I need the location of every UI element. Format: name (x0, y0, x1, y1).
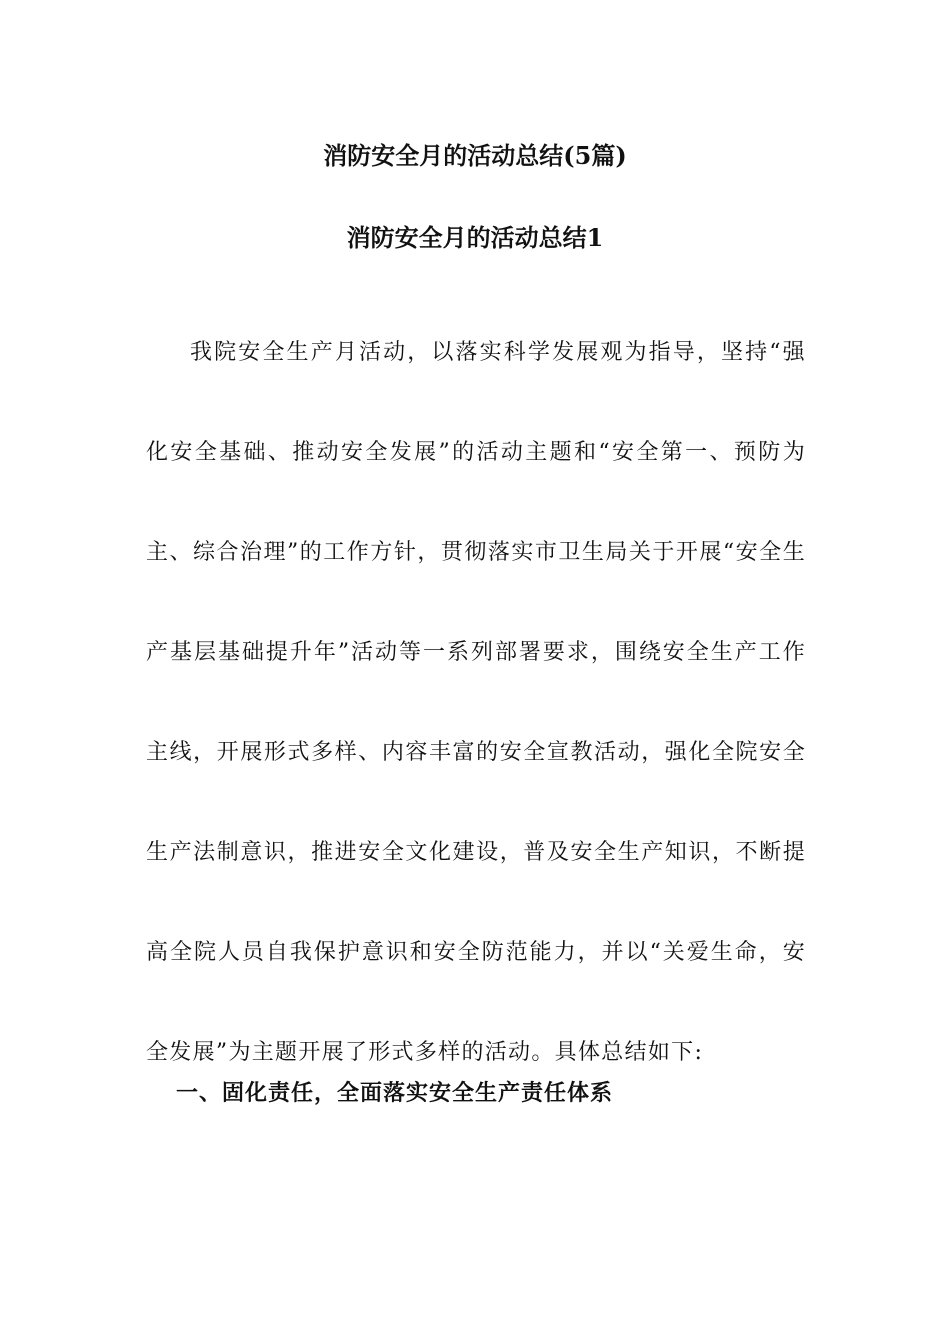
document-title: 消防安全月的活动总结(5篇) (323, 141, 627, 170)
intro-paragraph: 我院安全生产月活动，以落实科学发展观为指导，坚持“强化安全基础、推动安全发展”的活动主题和“安全第一、预防为主、综合治理”的工作方针，贯彻落实市卫生局关于开展“安全生产基层基础提升年”活动等一系列部署要求，围绕安全生产工作主线，开展形式多样、内容丰富的安全宣教活动，强化全院安全生产法制意识，推进安全文化建设，普及安全生产知识，不断提高全院人员自我保护意识和安全防范能力，并以“关爱生命，安全发展”为主题开展了形式多样的活动。具体总结如下: (146, 340, 806, 1065)
section-heading: 一、固化责任，全面落实安全生产责任体系 (176, 1080, 614, 1106)
document-subtitle: 消防安全月的活动总结1 (346, 223, 604, 252)
